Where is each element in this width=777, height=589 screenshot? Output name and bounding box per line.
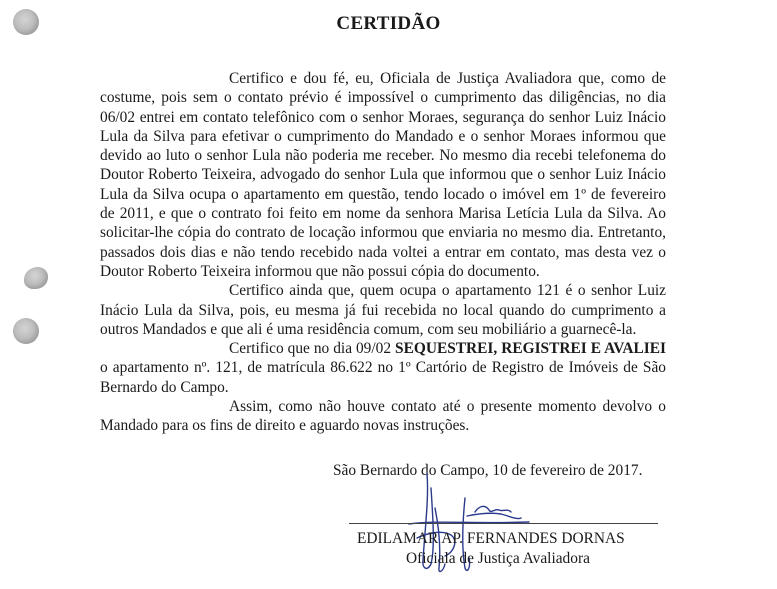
punch-hole-lower: [13, 318, 39, 344]
document-title: CERTIDÃO: [336, 13, 441, 34]
paragraph: [100, 339, 666, 397]
paragraph-text: Certifico e dou fé, eu, Oficiala de Justiça Avaliadora que, como de costume, pois sem o contato prévio é impossível o cumprimento das diligências, no dia 06/02 entrei em contato telefônico com o senhor Moraes, segurança do senhor Luiz Inácio Lula da Silva para efetivar o cumprimento do Mandado e o senhor Moraes informou que devido ao luto o senhor Lula não poderia me receber. No mesmo dia recebi telefonema do Doutor Roberto Teixeira, advogado do senhor Lula que informou que o senhor Luiz Inácio Lula da Silva ocupa o apartamento em questão, tendo locado o imóvel em 1º de fevereiro de 2011, e que o contrato foi feito em nome da senhora Marisa Letícia Lula da Silva. Ao solicitar-lhe cópia do contrato de locação informou que enviaria no mesmo dia. Entretanto, passados dois dias e não tendo recebido nada voltei a entrar em contato, mas desta vez o Doutor Roberto Teixeira informou que não possui cópia do documento.: [100, 70, 666, 280]
place-date: São Bernardo do Campo, 10 de fevereiro de 2017.: [333, 462, 643, 479]
paragraph: [100, 69, 666, 281]
paragraph-text: o apartamento nº. 121, de matrícula 86.622 no 1º Cartório de Registro de Imóveis de São Bernardo do Campo.: [100, 359, 666, 396]
document-body: [100, 69, 666, 436]
paragraph: [100, 281, 666, 339]
bold-text: SEQUESTREI, REGISTREI E AVALIEI: [395, 340, 666, 358]
signatory-role: Oficiala de Justiça Avaliadora: [406, 550, 590, 567]
paragraph-text: Certifico que no dia 09/02: [229, 340, 396, 358]
paragraph: [100, 397, 666, 436]
signatory-name: EDILAMAR AP. FERNANDES DORNAS: [357, 530, 625, 547]
signature-line: [349, 523, 658, 524]
paragraph-text: Assim, como não houve contato até o presente momento devolvo o Mandado para os fins de direito e aguardo novas instruções.: [100, 398, 666, 435]
punch-hole-middle: [24, 267, 48, 289]
paragraph-text: Certifico ainda que, quem ocupa o apartamento 121 é o senhor Luiz Inácio Lula da Silva, pois, eu mesma já fui recebida no local quando do cumprimento a outros Mandados e que ali é uma residência comum, com seu mobiliário a guarnecê-la.: [100, 282, 666, 338]
